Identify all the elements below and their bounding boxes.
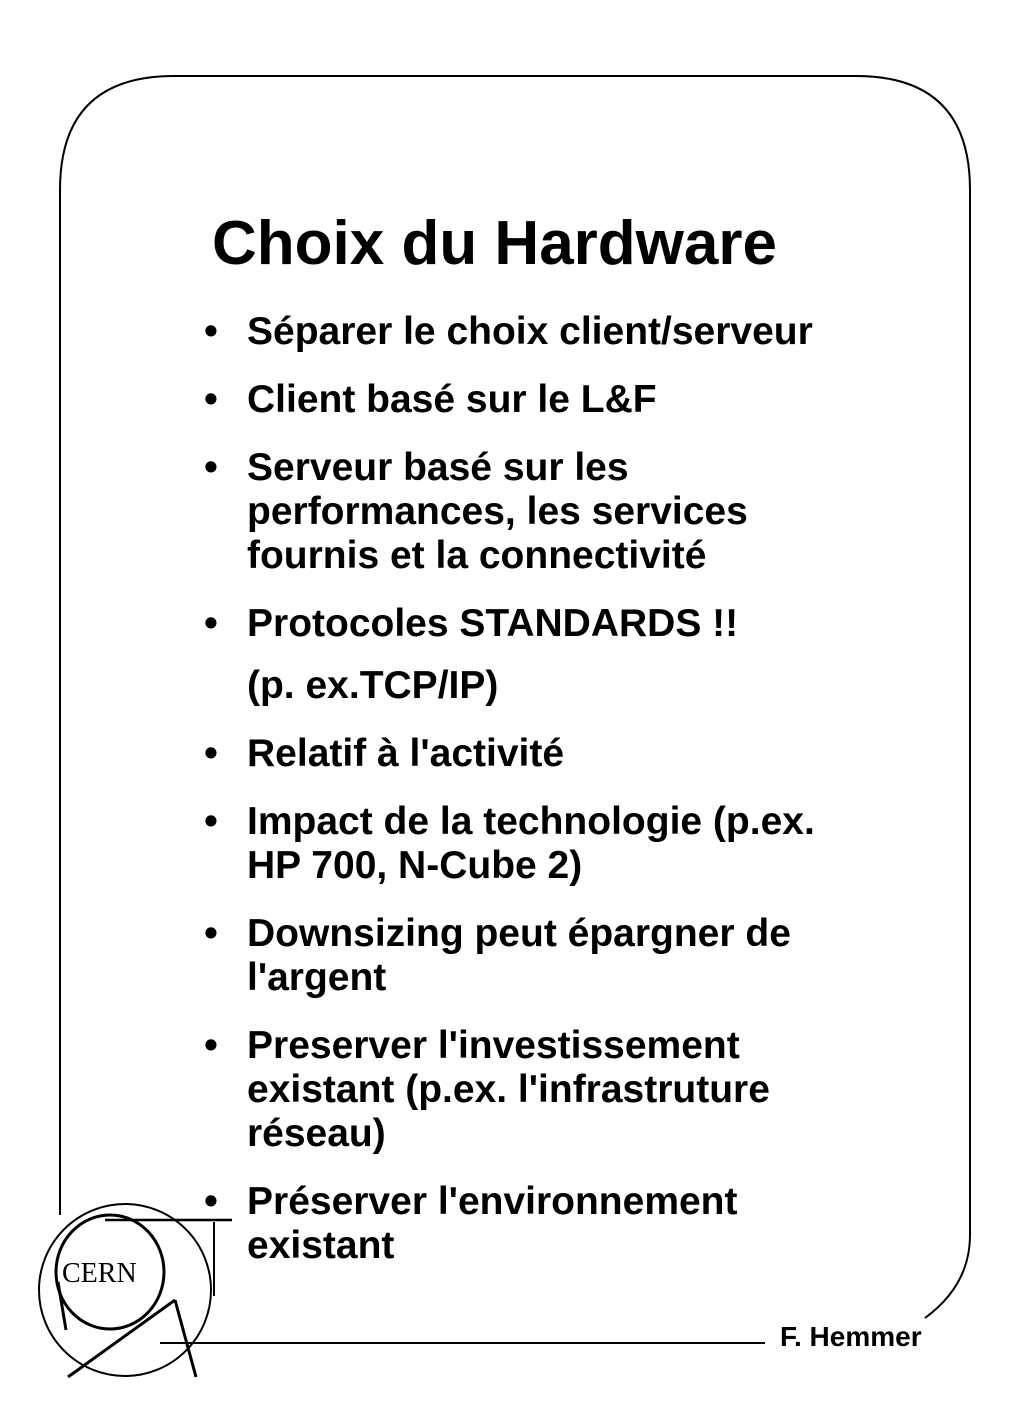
- cern-logo-text: CERN: [62, 1258, 137, 1289]
- slide-title: Choix du Hardware: [212, 209, 777, 278]
- bullet-dot-icon: •: [204, 310, 218, 353]
- bullet-dot-icon: •: [204, 732, 218, 775]
- bullet-text-line: Serveur basé sur les: [247, 446, 629, 489]
- bullet-text-line: réseau): [247, 1112, 386, 1155]
- bullet-dot-icon: •: [204, 1180, 218, 1223]
- bullet-item: [196, 800, 896, 888]
- bullet-dot-icon: •: [204, 800, 218, 843]
- bullet-item: [196, 1180, 896, 1268]
- bullet-text-line: Séparer le choix client/serveur: [247, 310, 813, 353]
- bullet-item: [196, 446, 896, 578]
- bullet-text-line: l'argent: [247, 956, 387, 999]
- bullet-text-line: performances, les services: [247, 490, 748, 533]
- bullet-dot-icon: •: [204, 1024, 218, 1067]
- bullet-text-line: Impact de la technologie (p.ex.: [247, 800, 815, 843]
- bullet-dot-icon: •: [204, 446, 218, 489]
- bullet-item: [196, 602, 896, 646]
- bullet-item: [196, 1024, 896, 1156]
- bullet-text-line: Downsizing peut épargner de: [247, 912, 791, 955]
- bullet-text-line: Relatif à l'activité: [247, 732, 565, 775]
- bullet-item: [196, 378, 896, 422]
- author-name: F. Hemmer: [780, 1321, 922, 1352]
- bullet-text-line: existant: [247, 1224, 395, 1267]
- bullet-dot-icon: •: [204, 602, 218, 645]
- bullet-text-line: Protocoles STANDARDS !!: [247, 602, 739, 645]
- bullet-dot-icon: •: [204, 378, 218, 421]
- bullet-item: [196, 732, 896, 776]
- bullet-text-line: Préserver l'environnement: [247, 1180, 738, 1223]
- bullet-item: [196, 310, 896, 354]
- bullet-text-line: existant (p.ex. l'infrastruture: [247, 1068, 770, 1111]
- bullet-item: [196, 912, 896, 1000]
- bullet-dot-icon: •: [204, 912, 218, 955]
- bullet-text-line: HP 700, N-Cube 2): [247, 844, 583, 887]
- bullet-item: [196, 664, 896, 708]
- bullet-list: [196, 310, 896, 1292]
- bullet-text-line: (p. ex.TCP/IP): [247, 664, 499, 707]
- bullet-text-line: fournis et la connectivité: [247, 534, 707, 577]
- bullet-text-line: Client basé sur le L&F: [247, 378, 657, 421]
- bullet-text-line: Preserver l'investissement: [247, 1024, 740, 1067]
